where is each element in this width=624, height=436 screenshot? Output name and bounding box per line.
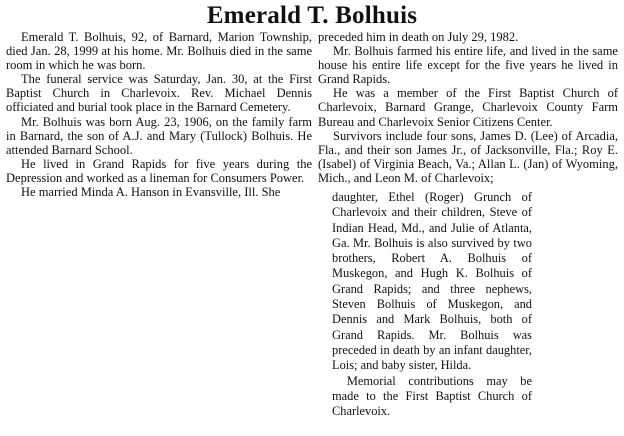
right-column-bottom xyxy=(332,190,532,419)
left-column xyxy=(6,30,312,199)
obituary-title: Emerald T. Bolhuis xyxy=(206,2,418,29)
paragraph: Emerald T. Bolhuis, 92, of Barnard, Marion Township, died Jan. 28, 1999 at his home. Mr. Bolhuis died in the same room in which he was born. xyxy=(6,30,312,73)
paragraph: He was a member of the First Baptist Church of Charlevoix, Barnard Grange, Charlevoix County Farm Bureau and Charlevoix Senior Citizens Center. xyxy=(318,86,618,129)
paragraph-continued: preceded him in death on July 29, 1982. xyxy=(318,30,519,44)
paragraph: The funeral service was Saturday, Jan. 30, at the First Baptist Church in Charlevoix. Rev. Michael Dennis officiated and burial took place in the Barnard Cemetery. xyxy=(6,72,312,115)
paragraph-continued: daughter, Ethel (Roger) Grunch of Charlevoix and their children, Steve of Indian Head, Md., and Julie of Atlanta, Ga. Mr. Bolhuis is also survived by two brothers, Robert A. Bolhuis of Muskegon, and Hugh K. Bolhuis of Grand Rapids; and three nephews, Steven Bolhuis of Muskegon, and Dennis and Mark Bolhuis, both of Grand Rapids. Mr. Bolhuis was preceded in death by an infant daughter, Lois; and baby sister, Hilda. xyxy=(332,190,532,373)
right-column-top xyxy=(318,30,618,185)
paragraph: Survivors include four sons, James D. (Lee) of Arcadia, Fla., and their son James Jr., of Jacksonville, Fla.; Roy E. (Isabel) of Virginia Beach, Va.; Allan L. (Jan) of Wyoming, Mich., and Leon M. of Charlevoix; xyxy=(318,128,618,185)
paragraph: Mr. Bolhuis was born Aug. 23, 1906, on the family farm in Barnard, the son of A.J. and Mary (Tullock) Bolhuis. He attended Barnard School. xyxy=(6,114,312,157)
paragraph: Mr. Bolhuis farmed his entire life, and lived in the same house his entire life except for the five years he lived in Grand Rapids. xyxy=(318,44,618,87)
paragraph: He married Minda A. Hanson in Evansville, Ill. She xyxy=(21,185,281,200)
paragraph: Memorial contributions may be made to the First Baptist Church of Charlevoix. xyxy=(332,373,532,419)
paragraph: He lived in Grand Rapids for five years during the Depression and worked as a lineman for Consumers Power. xyxy=(6,156,312,185)
